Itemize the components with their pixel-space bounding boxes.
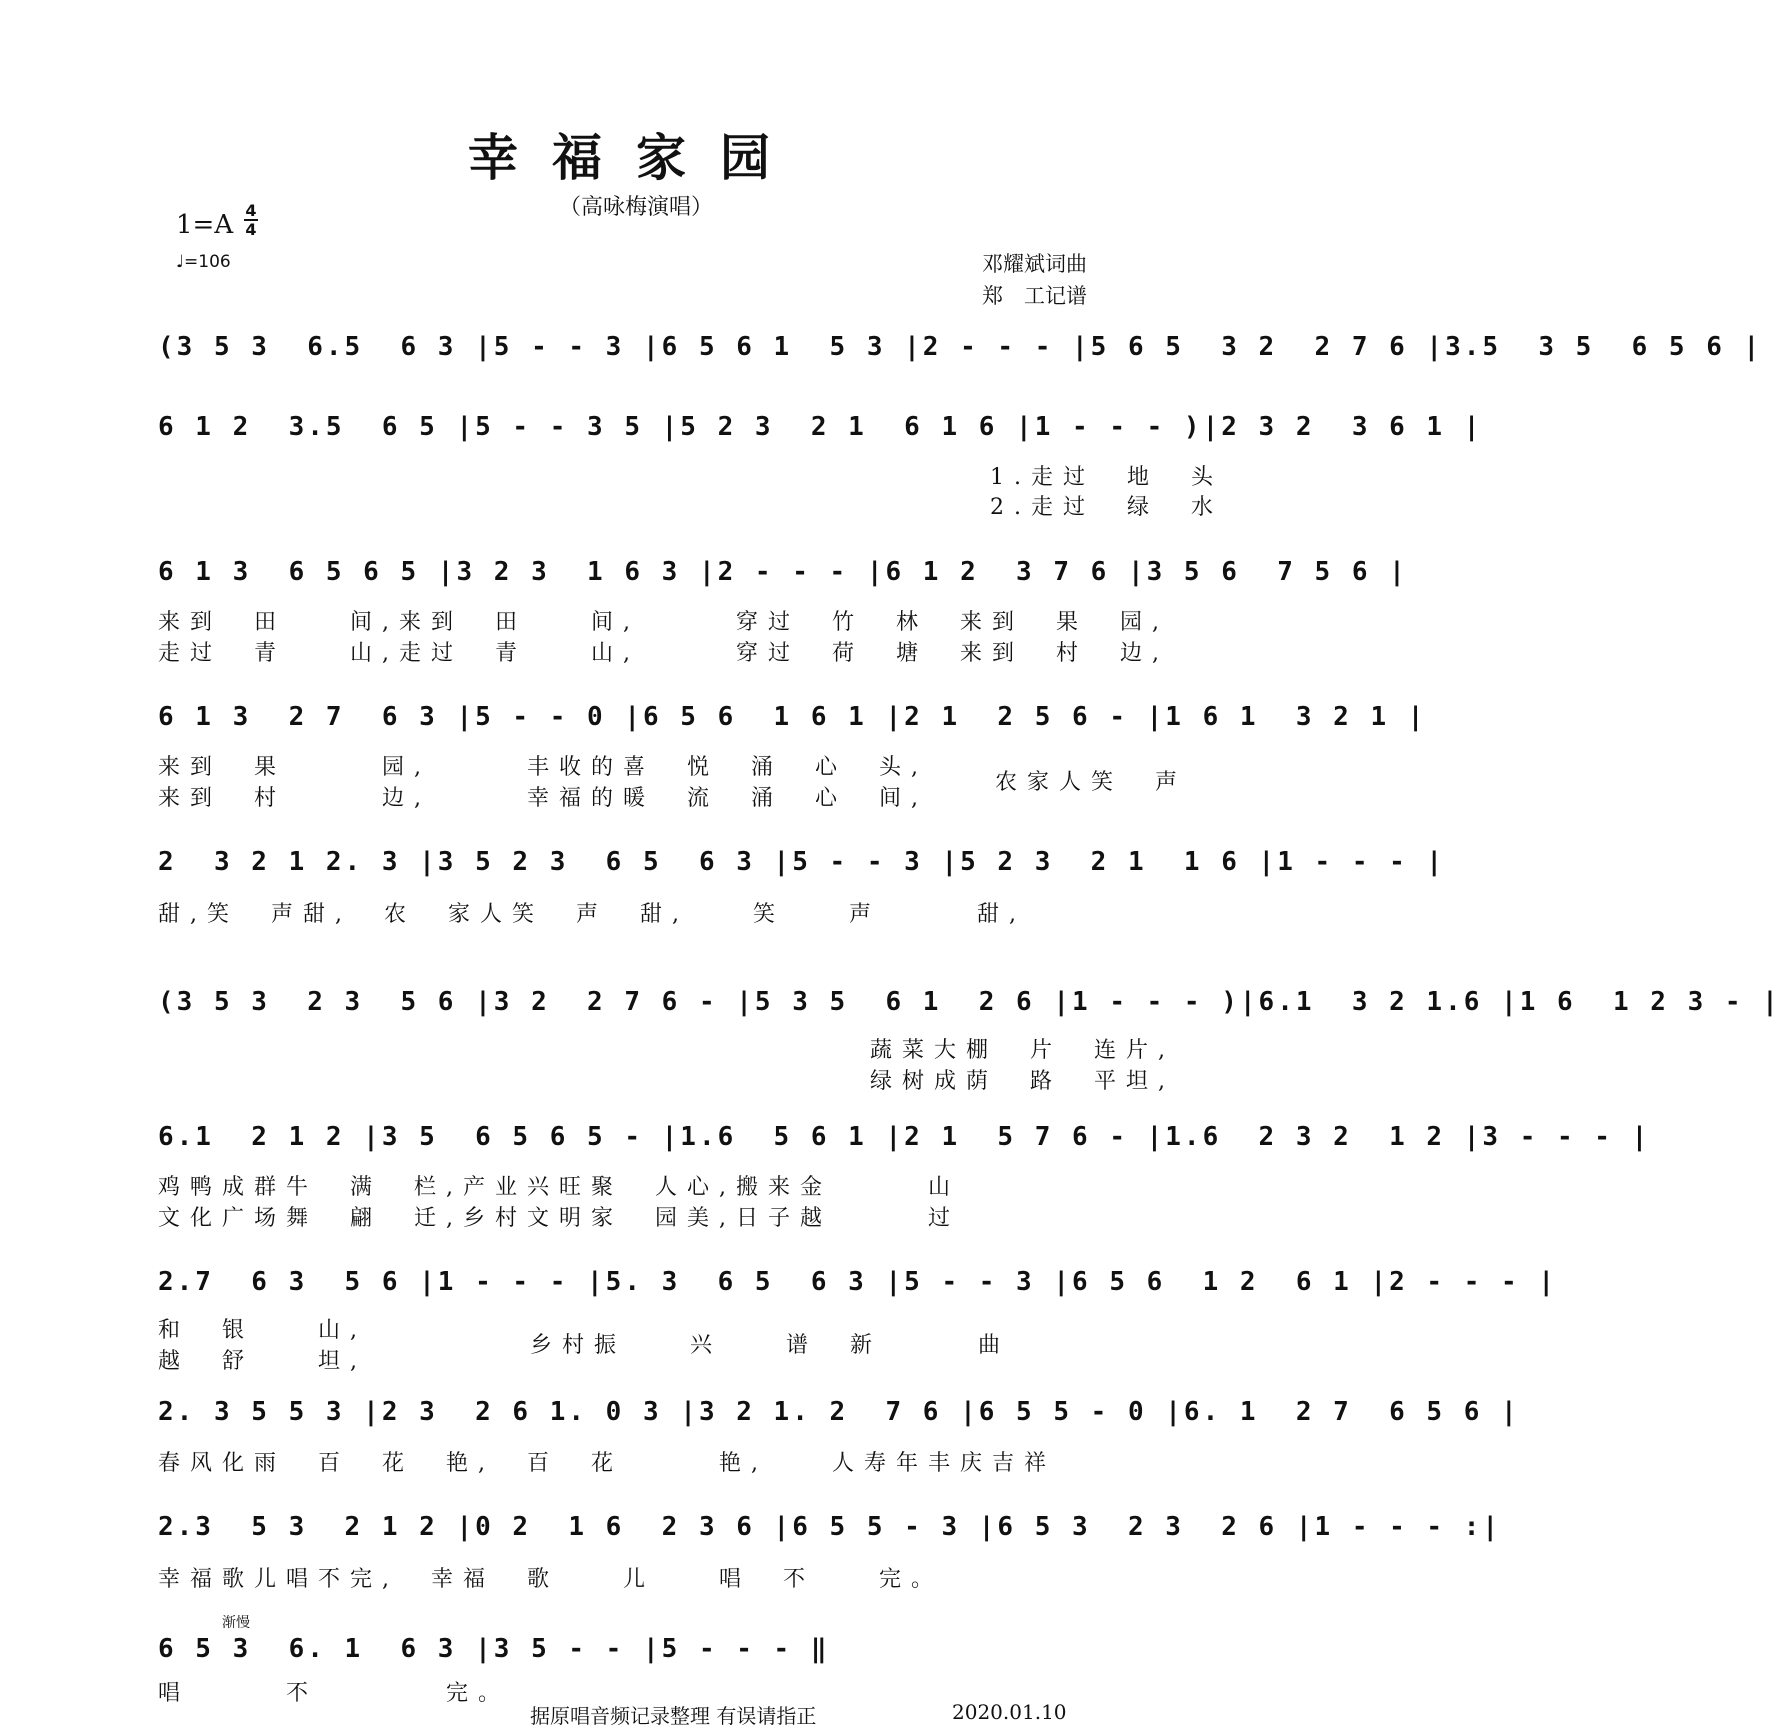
notation-row-5: 2 3 2 1 2. 3 |3 5 2 3 6 5 6 3 |5 - - 3 |5 2 3 2 1 1 6 |1 - - - | xyxy=(158,847,1446,877)
notation-row-2: 6 1 2 3.5 6 5 |5 - - 3 5 |5 2 3 2 1 6 1 6 |1 - - - )|2 3 2 3 6 1 | xyxy=(158,412,1483,442)
lyric-row10: 幸福歌儿唱不完, 幸福 歌 儿 唱 不 完。 xyxy=(158,1567,943,1592)
lyric-row3-verse1: 来到 田 间,来到 田 间, 穿过 竹 林 来到 果 园, xyxy=(158,610,1169,635)
transcription-date: 2020.01.10 xyxy=(952,1700,1067,1724)
time-signature-bottom: 4 xyxy=(245,220,257,239)
notation-row-9: 2. 3 5 5 3 |2 3 2 6 1. 0 3 |3 2 1. 2 7 6 |6 5 5 - 0 |6. 1 2 7 6 5 6 | xyxy=(158,1397,1520,1427)
key-signature: 1=A xyxy=(176,210,234,240)
notation-row-6: (3 5 3 2 3 5 6 |3 2 2 7 6 - |5 3 5 6 1 2 6 |1 - - - )|6.1 3 2 1.6 |1 6 1 2 3 - | xyxy=(158,987,1781,1017)
transcriber-credit: 郑 工记谱 xyxy=(982,284,1087,308)
lyric-row11: 唱 不 完。 xyxy=(158,1681,511,1706)
lyric-row9: 春风化雨 百 花 艳, 百 花 艳, 人寿年丰庆吉祥 xyxy=(158,1451,1056,1476)
time-signature-top: 4 xyxy=(245,201,257,220)
lyric-verse1-intro: 1.走过 地 头 xyxy=(990,465,1223,490)
notation-row-11: 6 5 3 6. 1 6 3 |3 5 - - |5 - - - ‖ xyxy=(158,1634,830,1664)
footer-note: 据原唱音频记录整理 有误请指正 xyxy=(530,1704,817,1728)
notation-row-4: 6 1 3 2 7 6 3 |5 - - 0 |6 5 6 1 6 1 |2 1 2 5 6 - |1 6 1 3 2 1 | xyxy=(158,702,1427,732)
notation-row-10: 2.3 5 3 2 1 2 |0 2 1 6 2 3 6 |6 5 5 - 3 |6 5 3 2 3 2 6 |1 - - - :| xyxy=(158,1512,1502,1542)
lyric-row8-shared: 乡村振 兴 谱 新 曲 xyxy=(530,1333,1011,1358)
composer-credit: 邓耀斌词曲 xyxy=(982,252,1087,276)
lyric-row7-verse2: 文化广场舞 翩 迁,乡村文明家 园美,日子越 过 xyxy=(158,1206,960,1231)
lyric-row4-verse2: 来到 村 边, 幸福的暖 流 涌 心 间, xyxy=(158,786,928,811)
lyric-verse2-intro: 2.走过 绿 水 xyxy=(990,495,1223,520)
dynamic-marking: 渐慢 xyxy=(222,1615,250,1631)
notation-row-8: 2.7 6 3 5 6 |1 - - - |5. 3 6 5 6 3 |5 - - 3 |6 5 6 1 2 6 1 |2 - - - | xyxy=(158,1267,1557,1297)
notation-row-3: 6 1 3 6 5 6 5 |3 2 3 1 6 3 |2 - - - |6 1 2 3 7 6 |3 5 6 7 5 6 | xyxy=(158,557,1408,587)
notation-row-7: 6.1 2 1 2 |3 5 6 5 6 5 - |1.6 5 6 1 |2 1 5 7 6 - |1.6 2 3 2 1 2 |3 - - - | xyxy=(158,1122,1651,1152)
lyric-row8-verse2: 越 舒 坦, xyxy=(158,1349,367,1374)
song-title: 幸福家园 xyxy=(468,128,804,187)
lyric-row4-verse1: 来到 果 园, 丰收的喜 悦 涌 心 头, xyxy=(158,755,928,780)
performer-line: （高咏梅演唱） xyxy=(558,195,713,220)
tempo-marking: ♩=106 xyxy=(176,252,231,272)
notation-row-1: (3 5 3 6.5 6 3 |5 - - 3 |6 5 6 1 5 3 |2 - - - |5 6 5 3 2 2 7 6 |3.5 3 5 6 5 6 | xyxy=(158,332,1763,362)
lyric-row6-verse2: 绿树成荫 路 平坦, xyxy=(870,1069,1175,1094)
lyric-row6-verse1: 蔬菜大棚 片 连片, xyxy=(870,1038,1175,1063)
time-signature xyxy=(244,202,258,238)
lyric-row3-verse2: 走过 青 山,走过 青 山, 穿过 荷 塘 来到 村 边, xyxy=(158,641,1169,666)
lyric-row4-shared: 农家人笑 声 xyxy=(995,770,1188,795)
lyric-row7-verse1: 鸡鸭成群牛 满 栏,产业兴旺聚 人心,搬来金 山 xyxy=(158,1175,960,1200)
lyric-row8-verse1: 和 银 山, xyxy=(158,1318,367,1343)
lyric-row5: 甜,笑 声甜, 农 家人笑 声 甜, 笑 声 甜, xyxy=(158,902,1026,927)
